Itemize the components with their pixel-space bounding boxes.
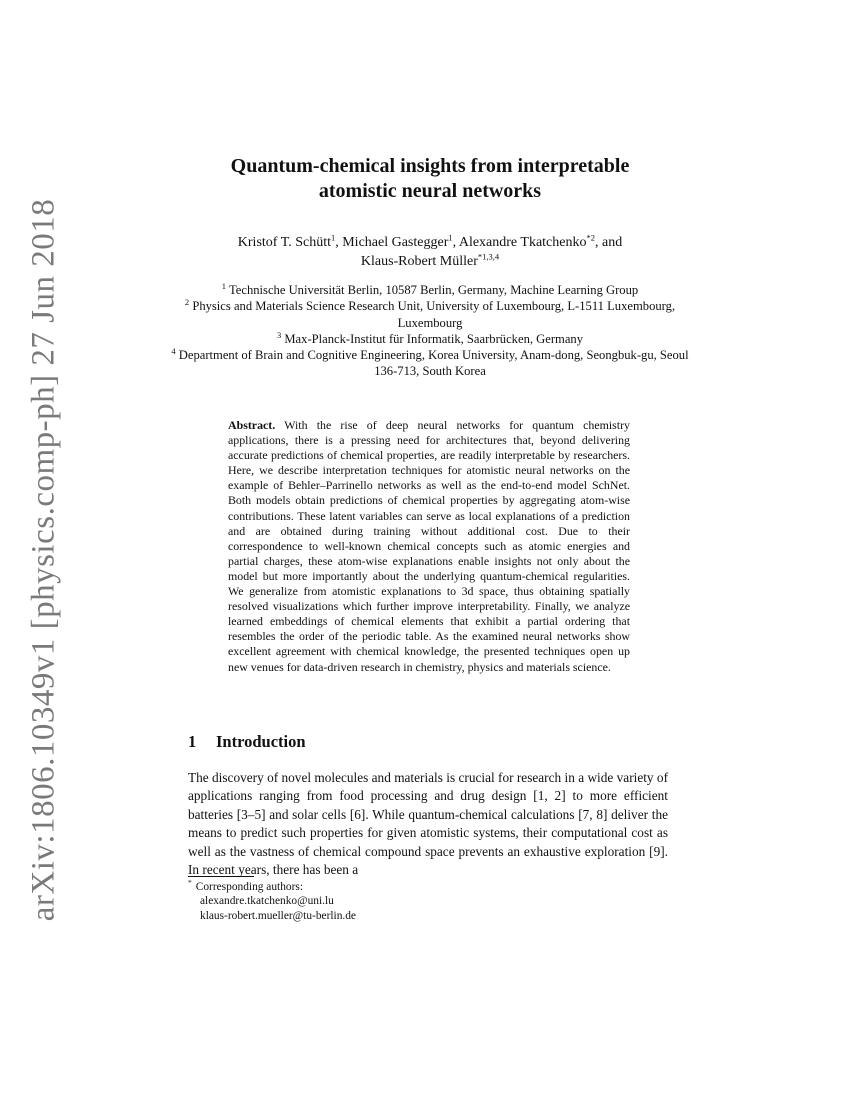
arxiv-identifier-stamp: arXiv:1806.10349v1 [physics.comp-ph] 27 Jun 2018 — [25, 198, 62, 922]
affiliation-item — [170, 298, 690, 331]
author-affiliation-mark: *2 — [586, 232, 595, 243]
affiliation-number: 3 — [276, 329, 282, 340]
footnote-label: Corresponding authors: — [195, 881, 303, 893]
author-conjunction: and — [601, 235, 623, 250]
section-heading — [188, 732, 306, 752]
author-name: Klaus-Robert Müller — [360, 254, 478, 269]
section-title: Introduction — [216, 732, 306, 751]
affiliation-text: Physics and Materials Science Research Unit, University of Luxembourg, L-1511 Luxembourg, Luxembourg — [192, 299, 676, 330]
affiliation-number: 4 — [171, 346, 176, 356]
affiliation-item — [170, 347, 690, 380]
affiliation-number: 1 — [221, 280, 227, 291]
paper-title-line-2: atomistic neural networks — [318, 180, 542, 202]
footnote-divider — [188, 876, 254, 877]
footnote — [188, 880, 588, 923]
abstract-text: With the rise of deep neural networks for quantum chemistry applications, there is a pressing need for architectures that, beyond delivering accurate predictions of chemical properties, are readily interpretable by researchers. Here, we describe interpretation techniques for atomistic neural networks on the example of Behler–Parrinello networks as well as the end-to-end model SchNet. Both models obtain predictions of chemical properties by aggregating atom-wise contributions. These latent variables can serve as local explanations of a prediction and are obtained during training without additional cost. Due to their correspondence to well-known chemical concepts such as atomic energies and partial charges, these atom-wise explanations enable insights not only about the model but more importantly about the underlying quantum-chemical regularities. We generalize from atomistic explanations to 3d space, thus obtaining spatially resolved visualizations which further improve interpretability. Finally, we analyze learned embeddings of chemical elements that exhibit a partial ordering that resembles the order of the periodic table. As the examined neural networks show excellent agreement with chemical knowledge, the presented techniques open up new venues for data-driven research in chemistry, physics and materials science. — [228, 418, 630, 674]
author-list — [150, 233, 710, 271]
affiliation-text: Max-Planck-Institut für Informatik, Saarbrücken, Germany — [284, 331, 584, 346]
author-line-2 — [150, 252, 710, 271]
section-number: 1 — [188, 732, 197, 751]
affiliation-item — [170, 331, 690, 347]
abstract-label: Abstract. — [228, 418, 276, 432]
introduction-paragraph: The discovery of novel molecules and materials is crucial for research in a wide variety of applications ranging from food processing and drug design [1, 2] to more efficient batteries [3–5] and solar cells [6]. While quantum-chemical calculations [7, 8] deliver the means to predict such properties for given atomistic systems, their computational cost as well as the vastness of chemical compound space prevents an exhaustive exploration [9]. In recent years, there has been a — [188, 770, 668, 878]
author-affiliation-mark: 1 — [448, 232, 453, 243]
author-name: Alexandre Tkatchenko — [458, 235, 587, 250]
paper-title — [150, 154, 710, 204]
footnote-mark: * — [188, 878, 192, 888]
paper-title-line-1: Quantum-chemical insights from interpretable — [230, 155, 630, 177]
author-affiliation-mark: 1 — [330, 232, 336, 243]
author-name: Kristof T. Schütt — [237, 235, 331, 250]
author-name: Michael Gastegger — [342, 235, 449, 250]
affiliation-text: Department of Brain and Cognitive Engineering, Korea University, Anam-dong, Seongbuk-gu, Seoul 136-713, South Korea — [178, 348, 689, 379]
affiliation-text: Technische Universität Berlin, 10587 Berlin, Germany, Machine Learning Group — [228, 283, 639, 297]
footnote-email: alexandre.tkatchenko@uni.lu — [200, 895, 334, 908]
abstract — [228, 418, 630, 675]
author-line-1: Kristof T. Schütt$^1$, Michael Gastegger$^1$, Alexandre Tkatchenko$^{*2}$, and — [237, 232, 623, 250]
author-affiliation-mark: *1,3,4 — [477, 251, 500, 262]
footnote-email: klaus-robert.mueller@tu-berlin.de — [200, 909, 356, 922]
affiliation-item — [170, 282, 690, 298]
affiliation-list — [170, 282, 690, 380]
affiliation-number: 2 — [184, 297, 190, 308]
footnote-label-line — [188, 880, 588, 894]
